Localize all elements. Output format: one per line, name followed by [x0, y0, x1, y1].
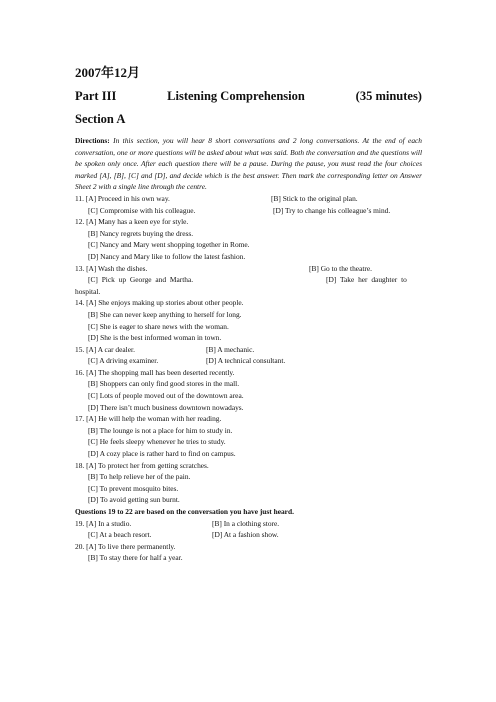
q19-option-d: [D] At a fashion show. [212, 530, 279, 540]
q13-option-c: [C] Pick up George and Martha. [88, 275, 194, 285]
part-name: Part III [75, 89, 117, 103]
q16-option-a: 16. [A] The shopping mall has been deserted recently. [75, 367, 235, 377]
q14-option-b: [B] She can never keep anything to herself for long. [88, 309, 242, 319]
q14-option-d: [D] She is the best informed woman in town. [88, 333, 222, 343]
exam-date: 2007年12月 [75, 65, 141, 80]
q17-option-c: [C] He feels sleepy whenever he tries to study. [88, 437, 226, 447]
q17-option-a: 17. [A] He will help the woman with her reading. [75, 414, 222, 424]
q15-option-c: [C] A driving examiner. [88, 356, 159, 366]
question-19-row-1 [75, 518, 422, 530]
q12-option-d: [D] Nancy and Mary like to follow the latest fashion. [88, 251, 246, 261]
q13-option-a: 13. [A] Wash the dishes. [75, 263, 148, 273]
q11-option-b: [B] Stick to the original plan. [271, 193, 358, 203]
q15-option-b: [B] A mechanic. [206, 344, 255, 354]
question-15-row-1 [75, 344, 422, 356]
section-title: Section A [75, 112, 126, 126]
q12-option-b: [B] Nancy regrets buying the dress. [88, 228, 194, 238]
question-19-row-2 [75, 529, 422, 541]
q11-option-c: [C] Compromise with his colleague. [88, 205, 196, 215]
q11-option-a: 11. [A] Proceed in his own way. [75, 193, 170, 203]
question-15-row-2 [75, 355, 422, 367]
conversation-heading: Questions 19 to 22 are based on the conversation you have just heard. [75, 507, 294, 516]
q13-continuation: hospital. [75, 286, 101, 296]
q14-option-a: 14. [A] She enjoys making up stories about other people. [75, 298, 244, 308]
q14-option-c: [C] She is eager to share news with the woman. [88, 321, 229, 331]
q11-option-d: [D] Try to change his colleague’s mind. [273, 205, 391, 215]
directions-label: Directions: [75, 136, 110, 145]
q18-option-b: [B] To help relieve her of the pain. [88, 472, 191, 482]
q16-option-b: [B] Shoppers can only find good stores in the mall. [88, 379, 240, 389]
part-time: (35 minutes) [355, 89, 422, 103]
q20-option-a: 20. [A] To live there permanently. [75, 541, 176, 551]
question-13-row-1 [75, 263, 422, 275]
exam-page [75, 62, 422, 564]
q19-option-c: [C] At a beach resort. [88, 530, 152, 540]
question-11-row-1 [75, 193, 422, 205]
question-11-row-2 [75, 205, 422, 217]
q18-option-d: [D] To avoid getting sun burnt. [88, 495, 180, 505]
q13-option-b: [B] Go to the theatre. [309, 263, 373, 273]
q16-option-d: [D] There isn’t much business downtown nowadays. [88, 402, 244, 412]
q12-option-a: 12. [A] Many has a keen eye for style. [75, 217, 189, 227]
part-title: Listening Comprehension [167, 89, 305, 103]
q19-option-b: [B] In a clothing store. [212, 518, 280, 528]
q18-option-c: [C] To prevent mosquito bites. [88, 483, 179, 493]
q17-option-d: [D] A cozy place is rather hard to find on campus. [88, 449, 236, 459]
q19-option-a: 19. [A] In a studio. [75, 518, 132, 528]
directions-text: In this section, you will hear 8 short conversations and 2 long conversations. At the end of each conversation, one or more questions will be asked about what was said. Both the conversation and the questions will be spoken only once. After each question there will be a pause. During the pause, you must read the four choices marked [A], [B], [C] and [D], and decide which is the best answer. Then mark the corresponding letter on Answer Sheet 2 with a single line through the centre. [75, 136, 422, 192]
q15-option-d: [D] A technical consultant. [206, 356, 286, 366]
part-header [75, 89, 422, 104]
q20-option-b: [B] To stay there for half a year. [88, 553, 183, 563]
q13-option-d: [D] Take her daughter to [326, 275, 407, 285]
q12-option-c: [C] Nancy and Mary went shopping together in Rome. [88, 240, 250, 250]
q18-option-a: 18. [A] To protect her from getting scratches. [75, 460, 209, 470]
question-13-row-2 [75, 274, 422, 286]
q17-option-b: [B] The lounge is not a place for him to study in. [88, 425, 233, 435]
directions [75, 135, 422, 193]
q15-option-a: 15. [A] A car dealer. [75, 344, 135, 354]
q16-option-c: [C] Lots of people moved out of the downtown area. [88, 391, 244, 401]
